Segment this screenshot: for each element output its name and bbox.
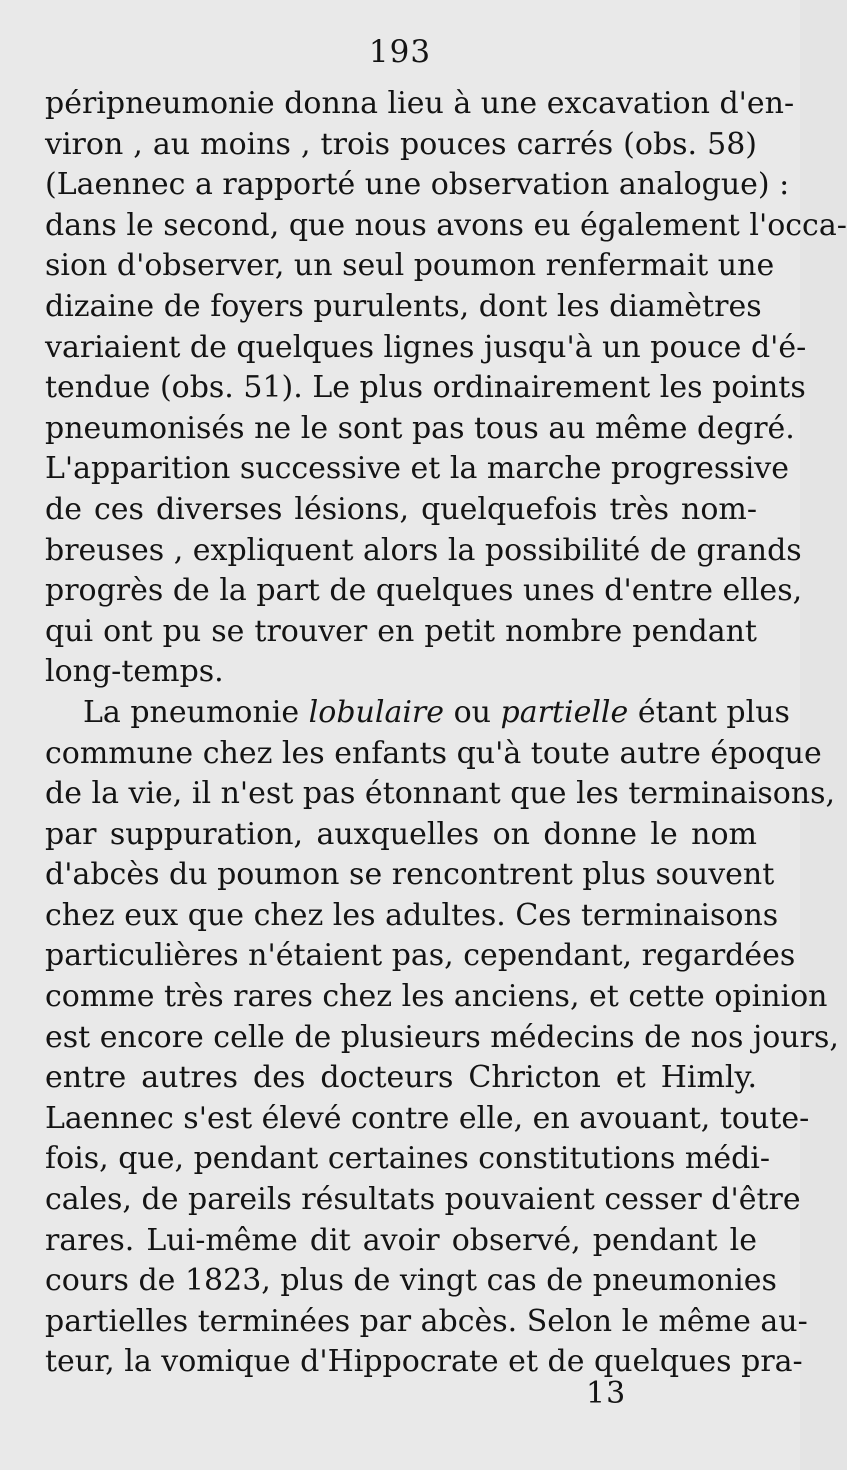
text-line: de la vie, il n'est pas étonnant que les terminaisons, (45, 776, 836, 812)
text-segment: ou (444, 694, 501, 730)
text-line: d'abcès du poumon se rencontrent plus souvent (45, 857, 775, 893)
text-line: cours de 1823, plus de vingt cas de pneumonies (45, 1263, 777, 1299)
text-segment: étant plus (628, 694, 790, 730)
text-line: Laennec s'est élevé contre elle, en avouant, toute- (45, 1100, 810, 1136)
page-number: 193 (368, 34, 432, 70)
text-line: viron , au moins , trois pouces carrés (obs. 58) (45, 126, 757, 162)
text-line-first (45, 693, 790, 734)
signature-mark: 13 (586, 1376, 627, 1411)
text-line: progrès de la part de quelques unes d'entre elles, (45, 573, 803, 609)
text-line: chez eux que chez les adultes. Ces terminaisons (45, 897, 779, 933)
text-line: fois, que, pendant certaines constitutions médi- (45, 1141, 771, 1177)
italic-term-partielle: partielle (500, 694, 629, 730)
text-line: de ces diverses lésions, quelquefois très nom- (45, 491, 757, 527)
text-segment: La pneumonie (83, 694, 309, 730)
paragraph-1 (45, 84, 847, 693)
text-line: par suppuration, auxquelles on donne le nom (45, 816, 757, 852)
text-line: est encore celle de plusieurs médecins de nos jours, (45, 1019, 839, 1055)
text-line: cales, de pareils résultats pouvaient cesser d'être (45, 1182, 801, 1218)
text-line: qui ont pu se trouver en petit nombre pendant (45, 613, 757, 649)
text-line: commune chez les enfants qu'à toute autre époque (45, 735, 822, 771)
page-body-text (45, 84, 847, 1383)
text-line: dans le second, que nous avons eu également l'occa- (45, 207, 847, 243)
text-line: sion d'observer, un seul poumon renfermait une (45, 248, 775, 284)
text-line: entre autres des docteurs Chricton et Himly. (45, 1060, 757, 1096)
text-line: long-temps. (45, 654, 224, 690)
paragraph-2 (45, 693, 839, 1383)
text-line: dizaine de foyers purulents, dont les diamètres (45, 288, 762, 324)
text-line: partielles terminées par abcès. Selon le même au- (45, 1303, 808, 1339)
text-line: L'apparition successive et la marche progressive (45, 451, 789, 487)
text-line: teur, la vomique d'Hippocrate et de quelques pra- (45, 1344, 803, 1380)
italic-term-lobulaire: lobulaire (308, 694, 445, 730)
text-line: particulières n'étaient pas, cependant, regardées (45, 938, 796, 974)
text-line: breuses , expliquent alors la possibilité de grands (45, 532, 802, 568)
text-line: comme très rares chez les anciens, et cette opinion (45, 979, 828, 1015)
text-line: (Laennec a rapporté une observation analogue) : (45, 167, 790, 203)
text-line: rares. Lui-même dit avoir observé, pendant le (45, 1222, 757, 1258)
text-line: tendue (obs. 51). Le plus ordinairement les points (45, 370, 806, 406)
text-line: pneumonisés ne le sont pas tous au même degré. (45, 410, 795, 446)
text-line: péripneumonie donna lieu à une excavation d'en- (45, 86, 795, 121)
text-line: variaient de quelques lignes jusqu'à un pouce d'é- (45, 329, 807, 365)
